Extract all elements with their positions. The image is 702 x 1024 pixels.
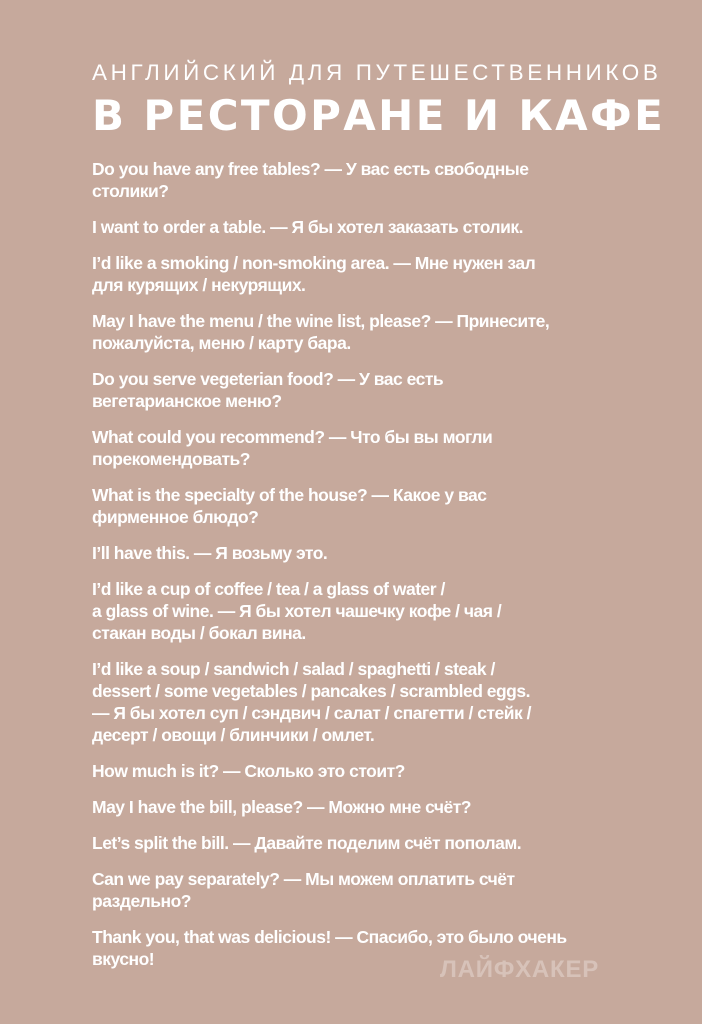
phrase-line: раздельно? — [92, 891, 192, 911]
phrase-line: Let’s split the bill. — Давайте поделим счёт пополам. — [92, 833, 522, 853]
page-subtitle: АНГЛИЙСКИЙ ДЛЯ ПУТЕШЕСТВЕННИКОВ — [92, 60, 662, 85]
phrase-item — [92, 368, 632, 412]
phrase-item — [92, 542, 632, 564]
phrase-line: a glass of wine. — Я бы хотел чашечку кофе / чая / — [92, 601, 502, 621]
phrase-line: I’d like a soup / sandwich / salad / spaghetti / steak / — [92, 659, 495, 679]
header — [92, 60, 666, 140]
phrase-line: May I have the bill, please? — Можно мне счёт? — [92, 797, 471, 817]
phrase-line: Can we pay separately? — Мы можем оплатить счёт — [92, 869, 515, 889]
phrase-line: What is the specialty of the house? — Какое у вас — [92, 485, 487, 505]
phrase-line: What could you recommend? — Что бы вы могли — [92, 427, 493, 447]
page-title: В РЕСТОРАНЕ И КАФЕ — [92, 91, 666, 140]
phrase-item — [92, 760, 632, 782]
phrase-line: How much is it? — Сколько это стоит? — [92, 761, 405, 781]
phrase-item — [92, 796, 632, 818]
phrase-line: Thank you, that was delicious! — Спасибо, это было очень — [92, 927, 567, 947]
phrase-line: для курящих / некурящих. — [92, 275, 306, 295]
phrase-item — [92, 426, 632, 470]
phrase-line: I’d like a cup of coffee / tea / a glass of water / — [92, 579, 445, 599]
phrase-item — [92, 578, 632, 644]
phrase-line: вегетарианское меню? — [92, 391, 282, 411]
phrase-line: I’ll have this. — Я возьму это. — [92, 543, 328, 563]
phrase-item — [92, 158, 632, 202]
phrase-item — [92, 868, 632, 912]
phrase-line: вкусно! — [92, 949, 155, 969]
phrase-item — [92, 658, 632, 746]
phrase-line: порекомендовать? — [92, 449, 250, 469]
phrase-item — [92, 252, 632, 296]
phrase-line: столики? — [92, 181, 169, 201]
phrase-list — [92, 158, 632, 984]
phrase-line: Do you serve vegeterian food? — У вас есть — [92, 369, 444, 389]
phrase-line: десерт / овощи / блинчики / омлет. — [92, 725, 375, 745]
phrase-item — [92, 832, 632, 854]
phrase-item — [92, 310, 632, 354]
phrase-item — [92, 484, 632, 528]
phrase-line: Do you have any free tables? — У вас есть свободные — [92, 159, 529, 179]
phrase-line: фирменное блюдо? — [92, 507, 259, 527]
phrase-line: — Я бы хотел суп / сэндвич / салат / спагетти / стейк / — [92, 703, 531, 723]
phrase-line: dessert / some vegetables / pancakes / scrambled eggs. — [92, 681, 530, 701]
phrase-line: стакан воды / бокал вина. — [92, 623, 306, 643]
lifehacker-logo: ЛАЙФХАКЕР — [440, 956, 600, 983]
phrase-line: пожалуйста, меню / карту бара. — [92, 333, 351, 353]
phrase-item — [92, 216, 632, 238]
phrase-line: I want to order a table. — Я бы хотел заказать столик. — [92, 217, 523, 237]
phrase-line: May I have the menu / the wine list, please? — Принесите, — [92, 311, 550, 331]
phrase-line: I’d like a smoking / non-smoking area. — Мне нужен зал — [92, 253, 536, 273]
